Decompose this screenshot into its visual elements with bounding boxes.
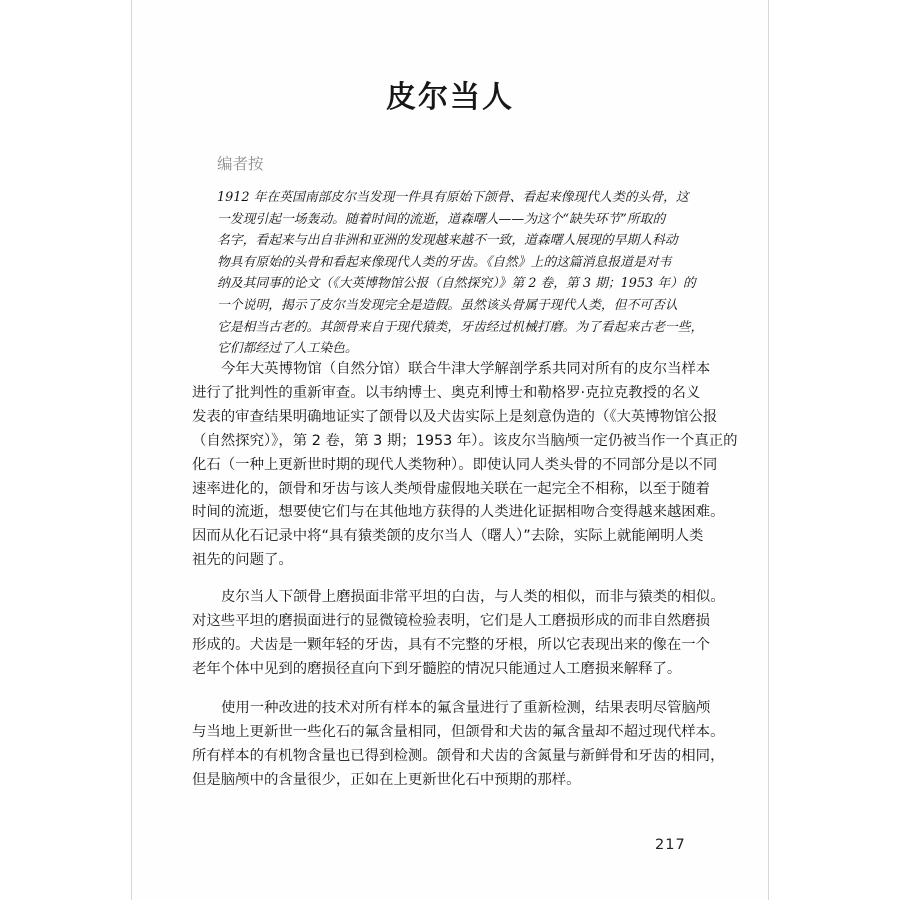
body-paragraph-1 [192,358,738,573]
page-number: 217 [655,837,686,853]
paragraph-line: 时间的流逝，想要使它们与在其他地方获得的人类进化证据相吻合变得越来越困难。 [192,504,725,521]
paragraph-line: 今年大英博物馆（自然分馆）联合牛津大学解剖学系共同对所有的皮尔当样本 [221,361,711,377]
paragraph-line: 老年个体中见到的磨损径直向下到牙髓腔的情况只能通过人工磨损来解释了。 [192,660,682,677]
chapter-title: 皮尔当人 [386,80,514,115]
editor-note-line: 1912 年在英国南部皮尔当发现一件具有原始下颌骨、看起来像现代人类的头骨，这 [217,190,689,205]
paragraph-line: 化石（一种上更新世时期的现代人类物种）。即使认同人类头骨的不同部分是以不同 [192,456,718,473]
paragraph-line: 形成的。犬齿是一颗年轻的牙齿，具有不完整的牙根，所以它表现出来的像在一个 [192,636,711,653]
paragraph-line: （自然探究）》，第 2 卷，第 3 期；1953 年）。该皮尔当脑颅一定仍被当作一个真正的 [192,432,738,449]
paragraph-line: 与当地上更新世一些化石的氟含量相同，但颌骨和犬齿的氟含量却不超过现代样本。 [192,723,725,740]
paragraph-line: 速率进化的，颌骨和牙齿与该人类颅骨虚假地关联在一起完全不相称，以至于随着 [192,480,711,497]
editor-note-line: 物具有原始的头骨和看起来像现代人类的牙齿。《自然》上的这篇消息报道是对韦 [217,254,672,270]
body-paragraph-3 [192,697,725,793]
editor-note-line: 名字，看起来与出自非洲和亚洲的发现越来越不一致，道森曙人展现的早期人科动 [217,233,678,249]
editor-note-line: 一发现引起一场轰动。随着时间的流逝，道森曙人——为这个“缺失环节”所取的 [217,211,666,227]
paragraph-line: 但是脑颅中的含量很少，正如在上更新世化石中预期的那样。 [192,771,581,788]
paragraph-line: 所有样本的有机物含量也已得到检测。颌骨和犬齿的含氮量与新鲜骨和牙齿的相同， [192,747,725,764]
paragraph-line: 祖先的问题了。 [192,552,293,569]
paragraph-line: 进行了批判性的重新审查。以韦纳博士、奥克利博士和勒格罗·克拉克教授的名义 [192,384,701,401]
editor-note-line: 它是相当古老的。其颌骨来自于现代猿类，牙齿经过机械打磨。为了看起来古老一些， [217,319,704,335]
paragraph-line: 对这些平坦的磨损面进行的显微镜检验表明，它们是人工磨损形成的而非自然磨损 [192,612,711,629]
editor-note [217,187,704,360]
editor-note-line: 它们都经过了人工染色。 [217,341,358,357]
paragraph-line: 使用一种改进的技术对所有样本的氟含量进行了重新检测，结果表明尽管脑颅 [221,700,711,716]
paragraph-line: 发表的审查结果明确地证实了颌骨以及犬齿实际上是刻意伪造的（《大英博物馆公报 [192,408,718,425]
editor-note-line: 一个说明，揭示了皮尔当发现完全是造假。虽然该头骨属于现代人类，但不可否认 [217,297,678,313]
editor-note-label: 编者按 [217,155,264,173]
body-paragraph-2 [192,586,725,682]
paragraph-line: 皮尔当人下颌骨上磨损面非常平坦的白齿，与人类的相似，而非与猿类的相似。 [221,589,725,605]
editor-note-line: 纳及其同事的论文（《大英博物馆公报（自然探究）》第 2 卷，第 3 期；1953 年）的 [217,276,696,292]
paragraph-line: 因而从化石记录中将“具有猿类颌的皮尔当人（曙人）”去除，实际上就能阐明人类 [192,528,704,545]
